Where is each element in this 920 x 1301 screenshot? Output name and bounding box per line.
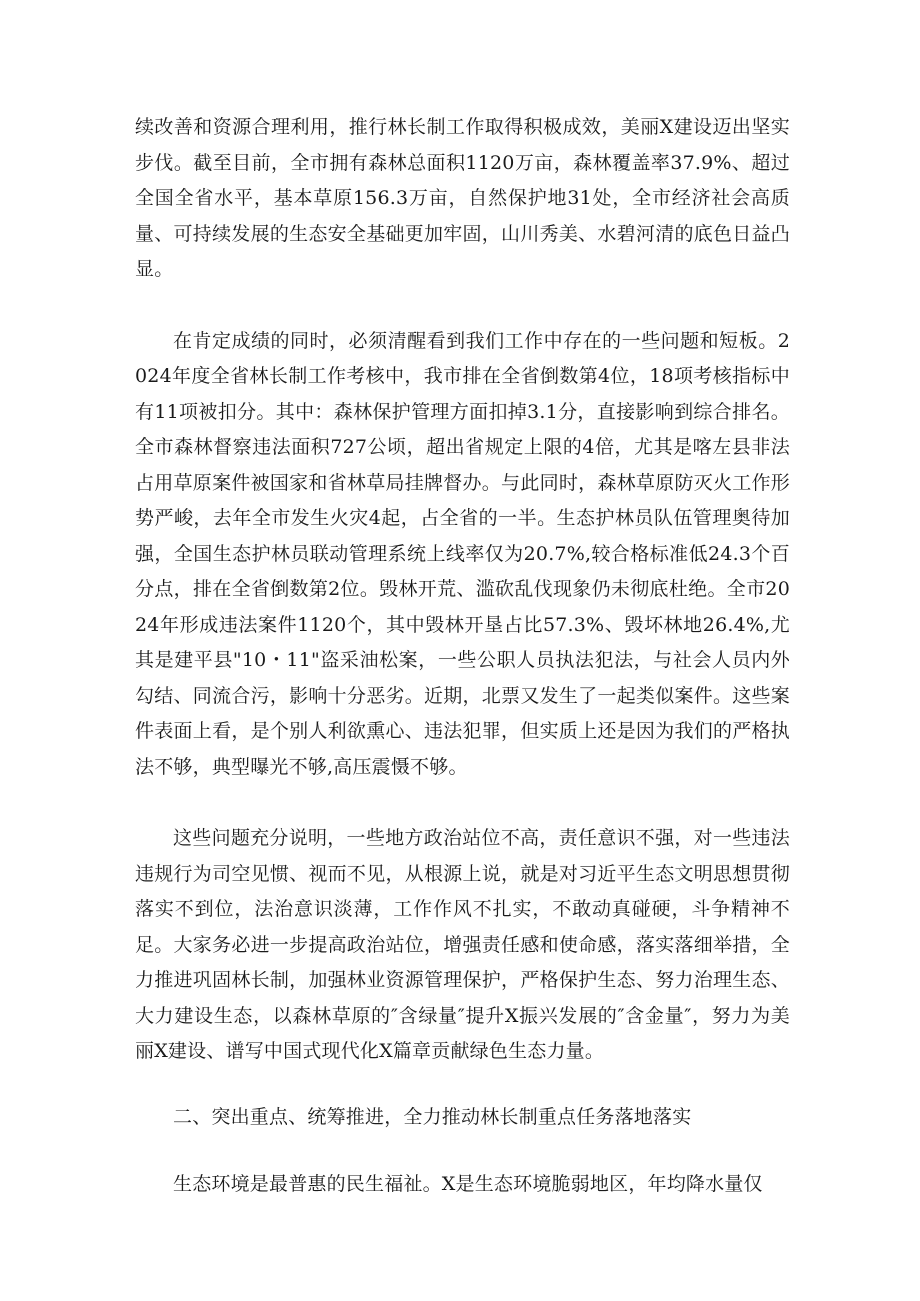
paragraph-ecological-environment: 生态环境是最普惠的民生福祉。X是生态环境脆弱地区，年均降水量仅	[173, 1173, 763, 1195]
paragraph-forest-achievements: 续改善和资源合理利用，推行林长制工作取得积极成效，美丽X建设迈出坚实步伐。截至目前，全市拥有森林总面积1120万亩，森林覆盖率37.9%、超过全国全省水平，基本草原156.3万亩，自然保护地31处，全市经济社会高质量、可持续发展的生态安全基础更加牢固，山川秀美、水碧河清的底色日益凸显。	[135, 116, 790, 280]
paragraph-root-cause-analysis: 这些问题充分说明，一些地方政治站位不高，责任意识不强，对一些违法违规行为司空见惯、视而不见，从根源上说，就是对习近平生态文明思想贯彻落实不到位，法治意识淡薄，工作作风不扎实，不敢动真碰硬，斗争精神不足。大家务必进一步提高政治站位，增强责任感和使命感，落实落细举措，全力推进巩固林长制，加强林业资源管理保护，严格保护生态、努力治理生态、大力建设生态，以森林草原的″含绿量″提升X振兴发展的″含金量″，努力为美丽X建设、谱写中国式现代化X篇章贡献绿色生态力量。	[135, 827, 790, 1062]
document-body	[135, 110, 790, 1203]
section-heading: 二、突出重点、统筹推进，全力推动林长制重点任务落地落实	[173, 1105, 692, 1128]
paragraph-problems-and-shortcomings: 在肯定成绩的同时，必须清醒看到我们工作中存在的一些问题和短板。2024年度全省林长制工作考核中，我市排在全省倒数第4位，18项考核指标中有11项被扣分。其中：森林保护管理方面扣掉3.1分，直接影响到综合排名。全市森林督察违法面积727公顷，超出省规定上限的4倍，尤其是喀左县非法占用草原案件被国家和省林草局挂牌督办。与此同时，森林草原防灭火工作形势严峻，去年全市发生火灾4起，占全省的一半。生态护林员队伍管理奥待加强，全国生态护林员联动管理系统上线率仅为20.7%,较合格标准低24.3个百分点，排在全省倒数第2位。毁林开荒、滥砍乱伐现象仍未彻底杜绝。全市2024年形成违法案件1120个，其中毁林开垦占比57.3%、毁坏林地26.4%,尤其是建平县"10・11"盗采油松案，一些公职人员执法犯法，与社会人员内外勾结、同流合污，影响十分恶劣。近期，北票又发生了一起类似案件。这些案件表面上看，是个别人利欲熏心、违法犯罪，但实质上还是因为我们的严格执法不够，典型曝光不够,高压震慑不够。	[135, 329, 790, 778]
